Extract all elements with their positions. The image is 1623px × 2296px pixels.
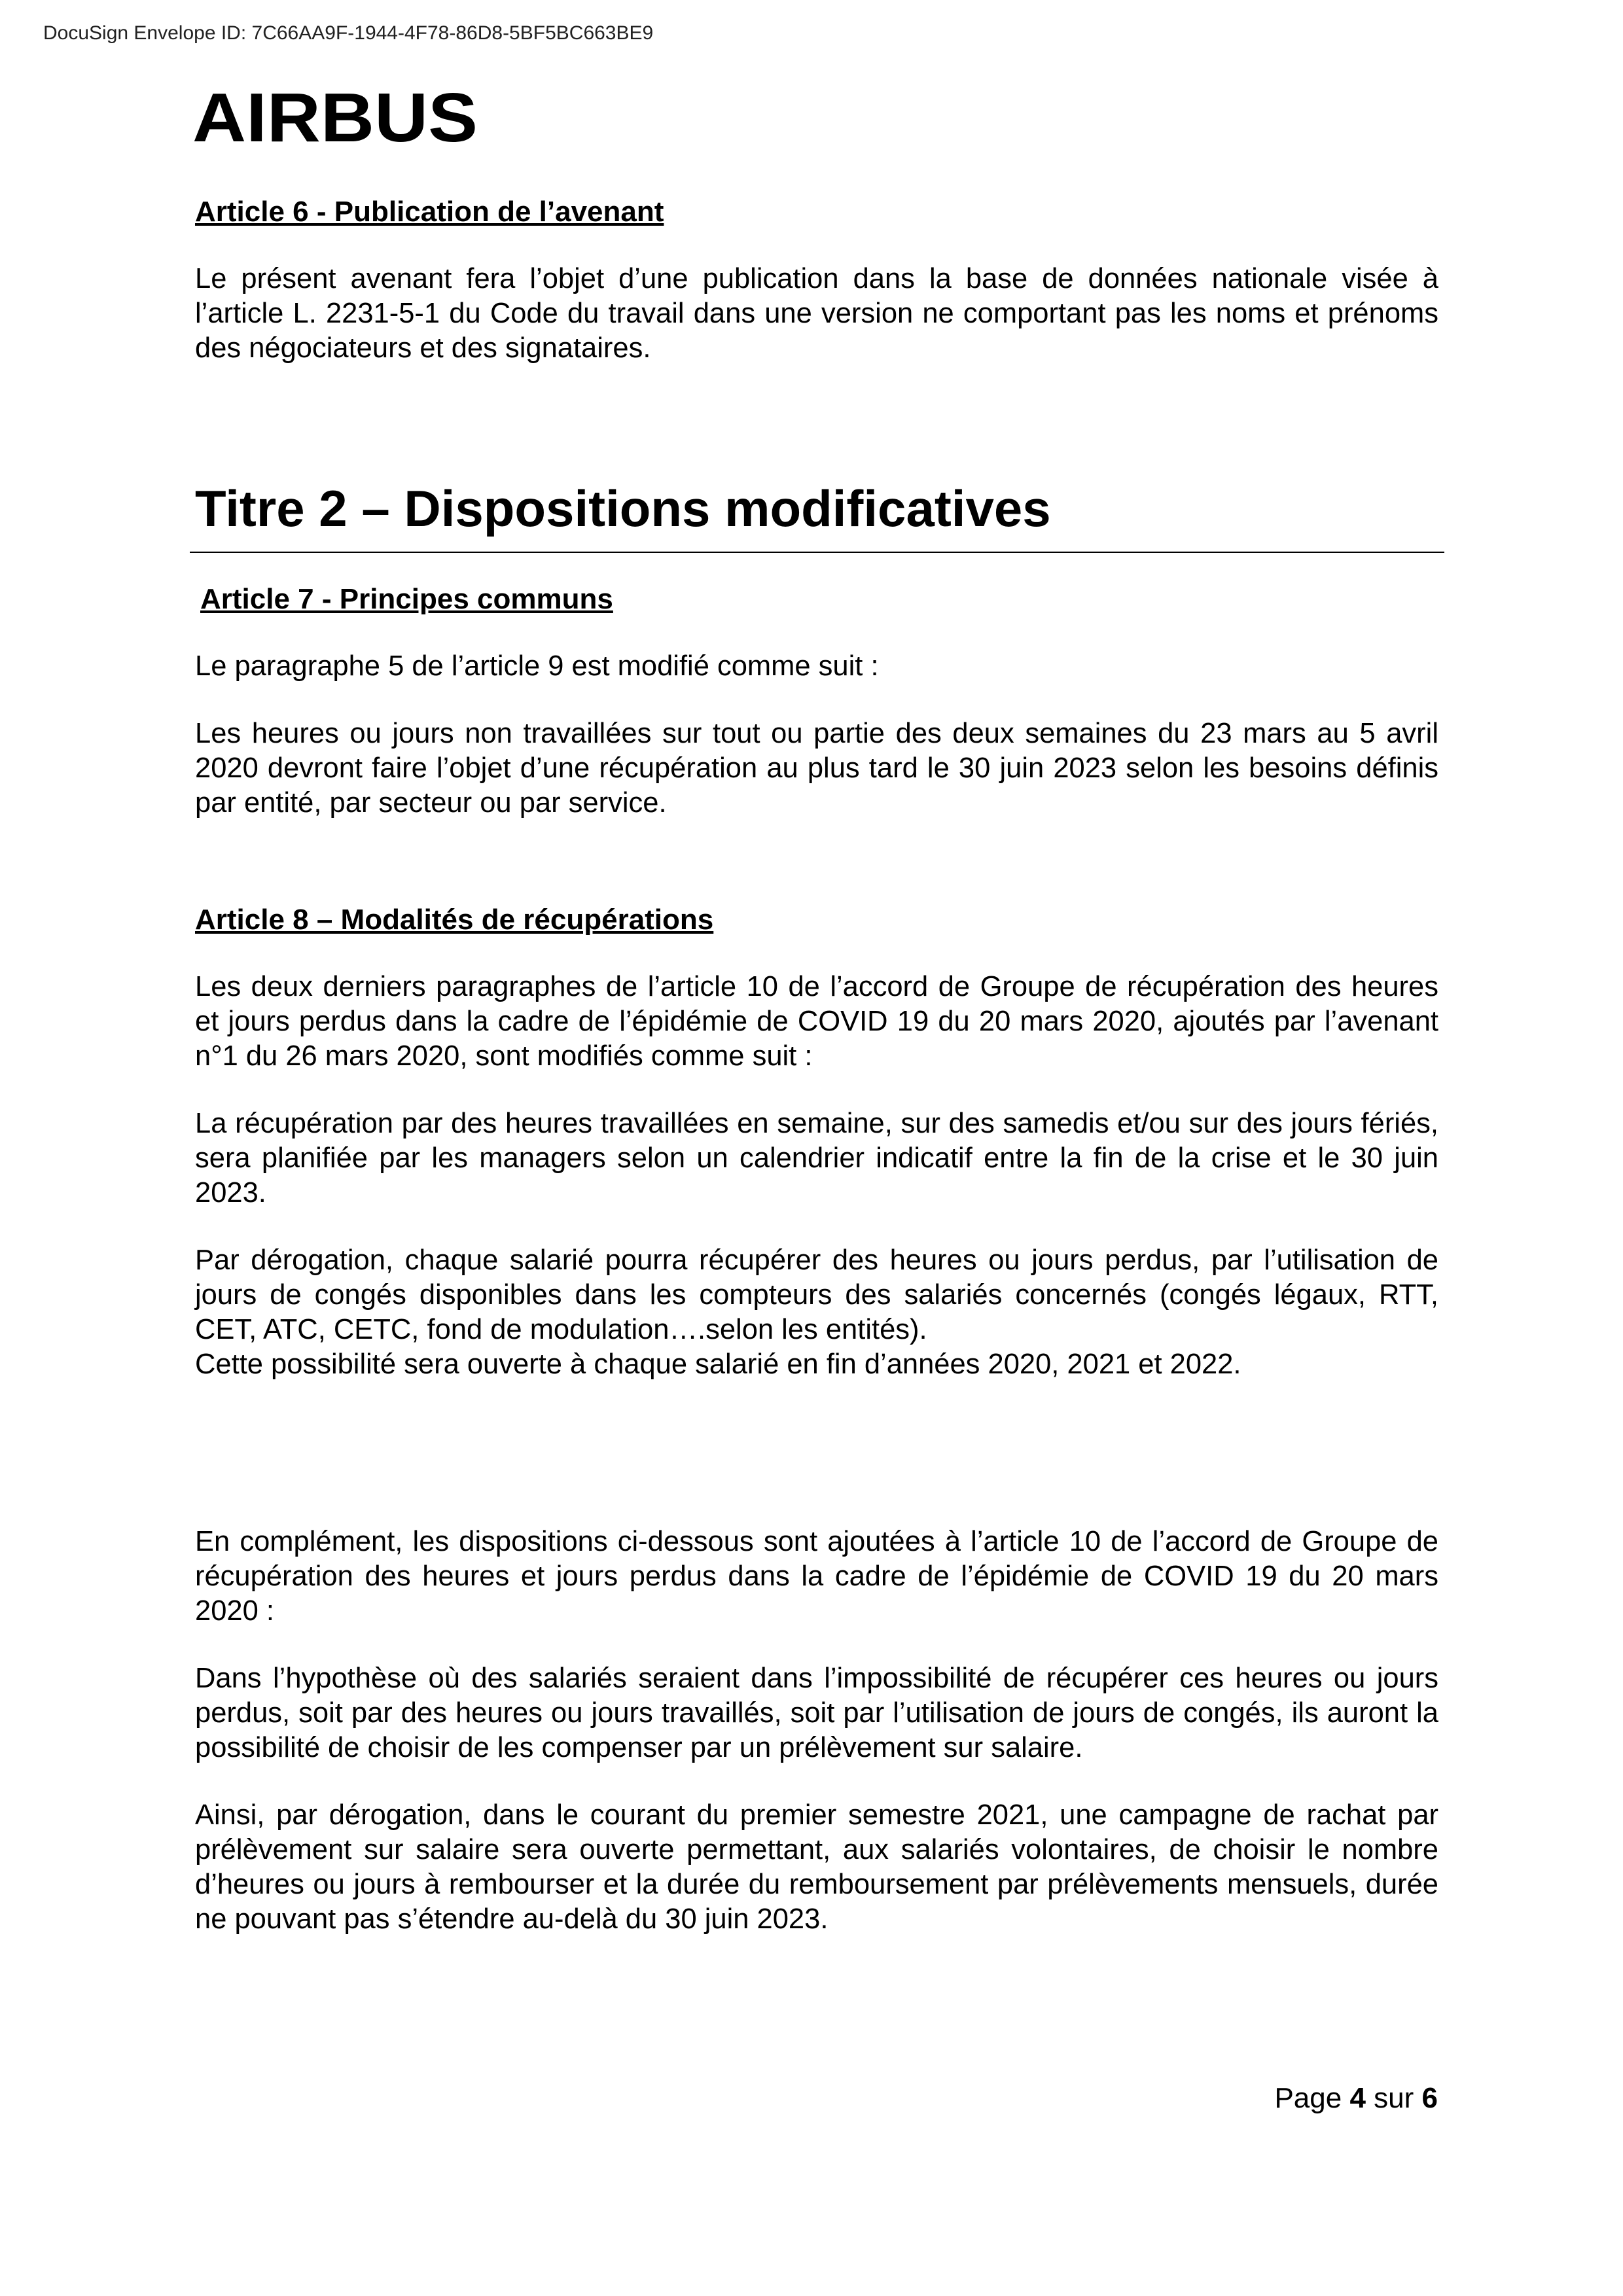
total-pages: 6	[1421, 2082, 1438, 2114]
page-of-label: sur	[1374, 2082, 1414, 2114]
article-8-title: Article 8 – Modalités de récupérations	[195, 904, 714, 936]
airbus-logo-wordmark	[192, 85, 480, 154]
article-7-section	[195, 582, 1438, 821]
article-8-paragraph-6: Dans l’hypothèse où des salariés seraient dans l’impossibilité de récupérer ces heures ou jours perdus, soit par des heures ou jours travaillés, soit par l’utilisation de jours de congés, ils auront la possibilité de choisir de les compenser par un prélèvement sur salaire.	[195, 1663, 1438, 1763]
article-8-paragraph-5: En complément, les dispositions ci-dessous sont ajoutées à l’article 10 de l’accord de Groupe de récupération des heures et jours perdus dans la cadre de l’épidémie de COVID 19 du 20 mars 2020 :	[195, 1526, 1438, 1627]
article-8-section	[195, 903, 1438, 1382]
page-number-footer	[1274, 2082, 1438, 2115]
article-8-paragraph-1: Les deux derniers paragraphes de l’article 10 de l’accord de Groupe de récupération des heures et jours perdus dans la cadre de l’épidémie de COVID 19 du 20 mars 2020, ajoutés par l’avenant n°1 du 26 mars 2020, sont modifiés comme suit :	[195, 971, 1438, 1072]
airbus-logo	[192, 85, 480, 154]
page-label: Page	[1274, 2082, 1342, 2114]
titre-2-heading: Titre 2 – Dispositions modificatives	[195, 480, 1051, 537]
article-8-complement	[195, 1525, 1438, 1937]
article-7-paragraph-1: Le paragraphe 5 de l’article 9 est modifié comme suit :	[195, 650, 879, 682]
article-7-title: Article 7 - Principes communs	[200, 583, 613, 615]
article-6-text: Le présent avenant fera l’objet d’une publication dans la base de données nationale visée à l’article L. 2231-5-1 du Code du travail dans une version ne comportant pas les noms et prénoms des négociateurs et des signataires.	[195, 263, 1438, 364]
article-7-paragraph-2: Les heures ou jours non travaillées sur tout ou partie des deux semaines du 23 mars au 5 avril 2020 devront faire l’objet d’une récupération au plus tard le 30 juin 2023 selon les besoins définis par entité, par secteur ou par service.	[195, 718, 1438, 819]
current-page: 4	[1349, 2082, 1366, 2114]
article-8-paragraph-2: La récupération par des heures travaillées en semaine, sur des samedis et/ou sur des jours fériés, sera planifiée par les managers selon un calendrier indicatif entre la fin de la crise et le 30 juin 2023.	[195, 1108, 1438, 1209]
article-6-section	[195, 195, 1438, 366]
article-8-paragraph-7: Ainsi, par dérogation, dans le courant du premier semestre 2021, une campagne de rachat par prélèvement sur salaire sera ouverte permettant, aux salariés volontaires, de choisir le nombre d’heures ou jours à rembourser et la durée du remboursement par prélèvements mensuels, durée ne pouvant pas s’étendre au-delà du 30 juin 2023.	[195, 1799, 1438, 1935]
docusign-envelope-id: DocuSign Envelope ID: 7C66AA9F-1944-4F78-86D8-5BF5BC663BE9	[43, 22, 654, 44]
article-8-paragraph-3: Par dérogation, chaque salarié pourra récupérer des heures ou jours perdus, par l’utilisation de jours de congés disponibles dans les compteurs des salariés concernés (congés légaux, RTT, CET, ATC, CETC, fond de modulation….selon les entités).	[195, 1245, 1438, 1345]
airbus-logo-text: AIRBUS	[192, 85, 478, 154]
article-6-title: Article 6 - Publication de l’avenant	[195, 196, 664, 228]
heading-rule	[190, 552, 1444, 553]
article-8-paragraph-4: Cette possibilité sera ouverte à chaque salarié en fin d’années 2020, 2021 et 2022.	[195, 1349, 1241, 1380]
